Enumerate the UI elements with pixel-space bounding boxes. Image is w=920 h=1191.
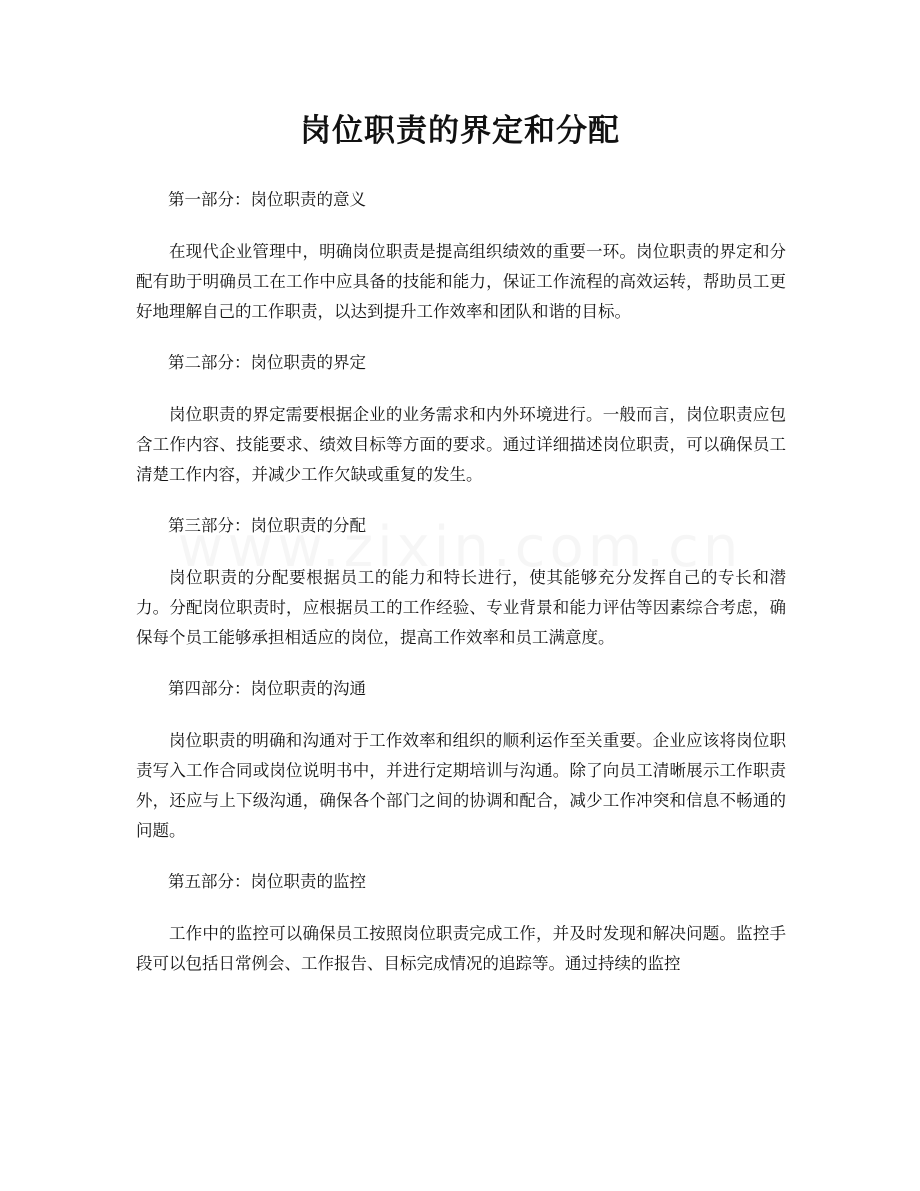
document-body <box>136 182 786 979</box>
section-paragraph-1: 在现代企业管理中，明确岗位职责是提高组织绩效的重要一环。岗位职责的界定和分配有助于明确员工在工作中应具备的技能和能力，保证工作流程的高效运转，帮助员工更好地理解自己的工作职责，以达到提升工作效率和团队和谐的目标。 <box>136 242 786 321</box>
section-heading-5: 第五部分：岗位职责的监控 <box>168 872 366 891</box>
section-paragraph-2: 岗位职责的界定需要根据企业的业务需求和内外环境进行。一般而言，岗位职责应包含工作内容、技能要求、绩效目标等方面的要求。通过详细描述岗位职责，可以确保员工清楚工作内容，并减少工作欠缺或重复的发生。 <box>136 405 786 484</box>
section-heading-1: 第一部分：岗位职责的意义 <box>168 190 366 209</box>
section-heading-4: 第四部分：岗位职责的沟通 <box>168 679 366 698</box>
page-title: 岗位职责的界定和分配 <box>300 113 620 149</box>
section-paragraph-5: 工作中的监控可以确保员工按照岗位职责完成工作，并及时发现和解决问题。监控手段可以包括日常例会、工作报告、目标完成情况的追踪等。通过持续的监控 <box>136 924 786 973</box>
section-paragraph-3: 岗位职责的分配要根据员工的能力和特长进行，使其能够充分发挥自己的专长和潜力。分配岗位职责时，应根据员工的工作经验、专业背景和能力评估等因素综合考虑，确保每个员工能够承担相适应的岗位，提高工作效率和员工满意度。 <box>136 568 786 647</box>
section-heading-3: 第三部分：岗位职责的分配 <box>168 516 366 535</box>
section-paragraph-4: 岗位职责的明确和沟通对于工作效率和组织的顺利运作至关重要。企业应该将岗位职责写入工作合同或岗位说明书中，并进行定期培训与沟通。除了向员工清晰展示工作职责外，还应与上下级沟通，确保各个部门之间的协调和配合，减少工作冲突和信息不畅通的问题。 <box>136 731 786 840</box>
section-heading-2: 第二部分：岗位职责的界定 <box>168 353 366 372</box>
